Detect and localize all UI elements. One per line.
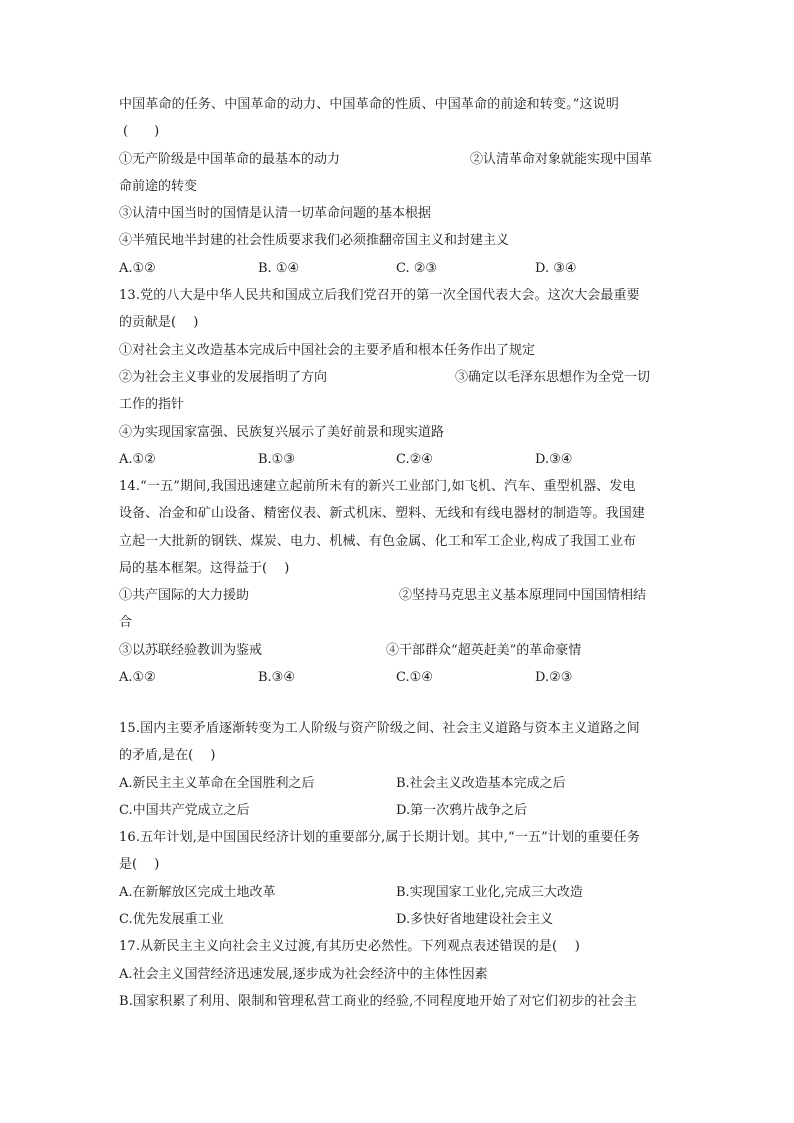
q12-statement-1: ①无产阶级是中国革命的最基本的动力	[119, 152, 341, 167]
q13-option-a[interactable]: A.①②	[119, 452, 156, 467]
q15-option-b[interactable]: B.社会主义改造基本完成之后	[396, 776, 566, 791]
q14-statement-2b: 合	[119, 615, 133, 630]
q14-statement-4: ④干部群众“超英赶美”的革命豪情	[386, 643, 582, 658]
q13-option-d[interactable]: D.③④	[535, 452, 573, 467]
q13-option-c[interactable]: C.②④	[396, 452, 433, 467]
q12-answer-paren: ( )	[123, 124, 160, 139]
q14-statement-1: ①共产国际的大力援助	[119, 588, 250, 603]
q13-option-b[interactable]: B.①③	[258, 452, 295, 467]
q14-option-b[interactable]: B.③④	[258, 670, 295, 685]
q14-option-a[interactable]: A.①②	[119, 670, 156, 685]
q16-option-c[interactable]: C.优先发展重工业	[119, 912, 224, 927]
q14-statement-2a: ②坚持马克思主义基本原理同中国国情相结	[399, 588, 647, 603]
q14-option-d[interactable]: D.②③	[535, 670, 573, 685]
q13-statement-4: ④为实现国家富强、民族复兴展示了美好前景和现实道路	[119, 425, 445, 440]
q17-option-b[interactable]: B.国家积累了利用、限制和管理私营工商业的经验,不同程度地开始了对它们初步的社会主	[119, 994, 637, 1009]
q16-option-d[interactable]: D.多快好省地建设社会主义	[396, 912, 554, 927]
q12-option-b[interactable]: B. ①④	[258, 261, 300, 276]
q13-statement-3b: 工作的指针	[119, 397, 185, 412]
q12-option-d[interactable]: D. ③④	[535, 261, 577, 276]
q12-stem-tail: 中国革命的任务、中国革命的动力、中国革命的性质、中国革命的前途和转变。”这说明	[119, 97, 619, 112]
q15-option-d[interactable]: D.第一次鸦片战争之后	[396, 803, 528, 818]
q14-statement-3: ③以苏联经验教训为鉴戒	[119, 643, 263, 658]
q13-statement-2: ②为社会主义事业的发展指明了方向	[119, 370, 328, 385]
q16-stem-line-2: 是( )	[119, 857, 160, 872]
q16-option-b[interactable]: B.实现国家工业化,完成三大改造	[396, 885, 583, 900]
q14-stem-line-3: 立起一大批新的钢铁、煤炭、电力、机械、有色金属、化工和军工企业,构成了我国工业布	[119, 534, 637, 549]
q12-statement-3: ③认清中国当时的国情是认清一切革命问题的基本根据	[119, 206, 432, 221]
q14-stem-line-4: 局的基本框架。这得益于( )	[119, 561, 290, 576]
q13-stem-line-1: 13.党的八大是中华人民共和国成立后我们党召开的第一次全国代表大会。这次大会最重要	[119, 288, 640, 303]
q16-stem-line-1: 16.五年计划,是中国国民经济计划的重要部分,属于长期计划。其中,“一五”计划的重要任务	[119, 830, 640, 845]
q16-option-a[interactable]: A.在新解放区完成土地改革	[119, 885, 276, 900]
q14-option-c[interactable]: C.①④	[396, 670, 433, 685]
q12-option-c[interactable]: C. ②③	[396, 261, 438, 276]
q15-option-c[interactable]: C.中国共产党成立之后	[119, 803, 250, 818]
q15-stem-line-2: 的矛盾,是在( )	[119, 748, 216, 763]
q14-stem-line-2: 设备、冶金和矿山设备、精密仪表、新式机床、塑料、无线和有线电器材的制造等。我国建	[119, 506, 646, 521]
q15-option-a[interactable]: A.新民主主义革命在全国胜利之后	[119, 776, 315, 791]
q13-stem-line-2: 的贡献是( )	[119, 315, 199, 330]
q13-statement-3a: ③确定以毛泽东思想作为全党一切	[455, 370, 651, 385]
q13-statement-1: ①对社会主义改造基本完成后中国社会的主要矛盾和根本任务作出了规定	[119, 343, 536, 358]
q15-stem-line-1: 15.国内主要矛盾逐渐转变为工人阶级与资产阶级之间、社会主义道路与资本主义道路之间	[119, 721, 640, 736]
q14-stem-line-1: 14.“一五”期间,我国迅速建立起前所未有的新兴工业部门,如飞机、汽车、重型机器、发电	[119, 479, 636, 494]
q12-statement-2a: ②认清革命对象就能实现中国革	[470, 152, 653, 167]
q12-statement-2b: 命前途的转变	[119, 179, 198, 194]
q17-stem-line-1: 17.从新民主主义向社会主义过渡,有其历史必然性。下列观点表述错误的是( )	[119, 939, 580, 954]
q12-option-a[interactable]: A.①②	[119, 261, 156, 276]
q17-option-a[interactable]: A.社会主义国营经济迅速发展,逐步成为社会经济中的主体性因素	[119, 967, 488, 982]
q12-statement-4: ④半殖民地半封建的社会性质要求我们必须推翻帝国主义和封建主义	[119, 233, 510, 248]
